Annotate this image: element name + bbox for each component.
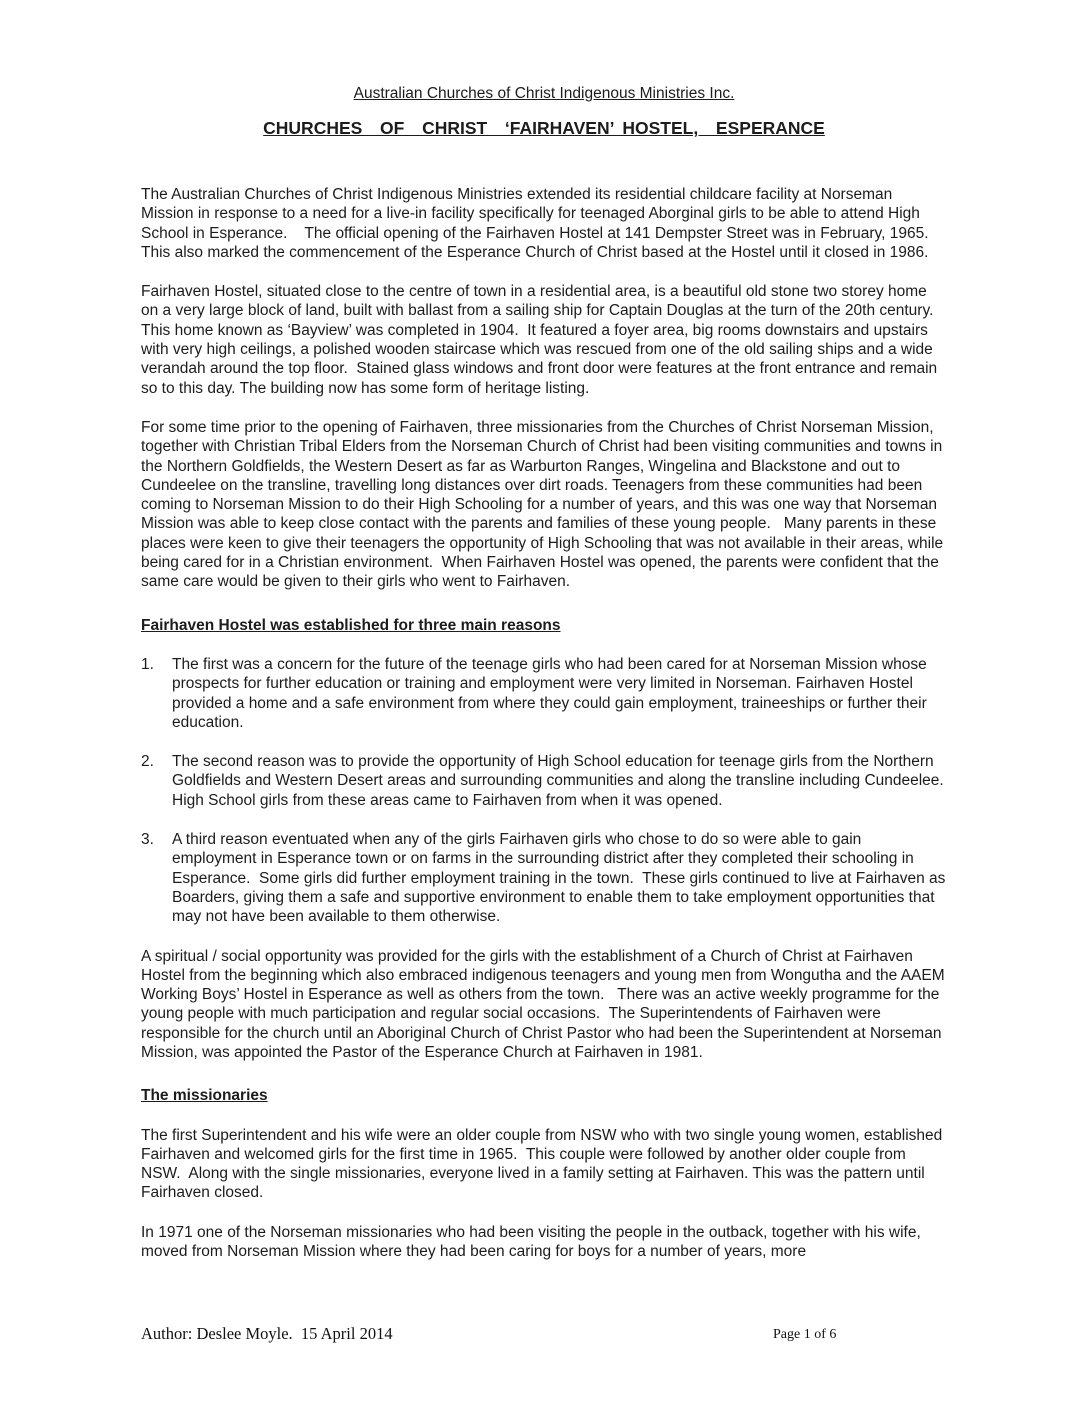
paragraph-1971-missionary: In 1971 one of the Norseman missionaries who had been visiting the people in the outback, together with his wife, moved from Norseman Mission where they had been caring for boys for a number of years, more — [141, 1223, 926, 1261]
list-item-number: 3. — [141, 831, 154, 849]
reasons-list — [141, 655, 950, 927]
list-item-reason-1 — [141, 655, 947, 732]
list-item-text: The first was a concern for the future of the teenage girls who had been cared for at Norseman Mission whose prospects for further education or training and employment were very limited in Norseman. Fairhaven Hostel provided a home and a safe environment from where they could gain employment, traineeships or further their education. — [172, 655, 932, 731]
page-footer — [0, 1324, 1088, 1354]
document-content — [141, 84, 950, 1281]
paragraph-intro: The Australian Churches of Christ Indigenous Ministries extended its residential childcare facility at Norseman Mission in response to a need for a live-in facility specifically for teenaged Aborginal girls to be able to attend High School in Esperance. The official opening of the Fairhaven Hostel at 141 Dempster Street was in February, 1965. This also marked the commencement of the Esperance Church of Christ based at the Hostel until it closed in 1986. — [141, 186, 937, 261]
section-heading-reasons: Fairhaven Hostel was established for three main reasons — [141, 616, 561, 634]
section-heading-missionaries: The missionaries — [141, 1087, 268, 1105]
footer-page-number: Page 1 of 6 — [773, 1327, 837, 1342]
list-item-reason-3 — [141, 830, 950, 926]
list-item-text: A third reason eventuated when any of the girls Fairhaven girls who chose to do so were able to gain employment in Esperance town or on farms in the surrounding district after they completed their schooling in Esperance. Some girls did further employment training in the town. These girls continued to live at Fairhaven as Boarders, giving them a safe and supportive environment to enable them to take employment opportunities that may not have been available to them otherwise. — [172, 831, 950, 926]
list-item-reason-2 — [141, 752, 947, 810]
document-title: CHURCHES OF CHRIST ‘FAIRHAVEN’ HOSTEL, ESPERANCE — [263, 118, 825, 138]
paragraph-first-superintendent: The first Superintendent and his wife were an older couple from NSW who with two single young women, established Fairhaven and welcomed girls for the first time in 1965. This couple were followed by another older couple from NSW. Along with the single missionaries, everyone lived in a family setting at Fairhaven. This was the pattern until Fairhaven closed. — [141, 1126, 947, 1202]
list-item-number: 1. — [141, 655, 154, 673]
list-item-number: 2. — [141, 753, 154, 771]
document-subtitle: Australian Churches of Christ Indigenous Ministries Inc. — [353, 85, 735, 102]
paragraph-spiritual-social: A spiritual / social opportunity was provided for the girls with the establishment of a Church of Christ at Fairhaven Hostel from the beginning which also embraced indigenous teenagers and young men from Wongutha and the AAEM Working Boys’ Hostel in Esperance as well as others from the town. There was an active weekly programme for the young people with much participation and regular social occasions. The Superintendents of Fairhaven were responsible for the church until an Aboriginal Church of Christ Pastor who had been the Superintendent at Norseman Mission, was appointed the Pastor of the Esperance Church at Fairhaven in 1981. — [141, 947, 949, 1061]
list-item-text: The second reason was to provide the opportunity of High School education for teenage girls from the Northern Goldfields and Western Desert areas and surrounding communities and along the transline including Cundeelee. High School girls from these areas came to Fairhaven from when it was opened. — [172, 753, 949, 809]
footer-author-line: Author: Deslee Moyle. 15 April 2014 — [141, 1324, 393, 1343]
paragraph-missionary-visits: For some time prior to the opening of Fairhaven, three missionaries from the Churches of Christ Norseman Mission, together with Christian Tribal Elders from the Norseman Church of Christ had been visiting communities and towns in the Northern Goldfields, the Western Desert as far as Warburton Ranges, Wingelina and Blackstone and out to Cundeelee on the transline, travelling long distances over dirt roads. Teenagers from these communities had been coming to Norseman Mission to do their High Schooling for a number of years, and this was one way that Norseman Mission was able to keep close contact with the parents and families of these young people. Many parents in these places were keen to give their teenagers the opportunity of High Schooling that was not available in their areas, while being cared for in a Christian environment. When Fairhaven Hostel was opened, the parents were confident that the same care would be given to their girls who went to Fairhaven. — [141, 418, 948, 591]
paragraph-building-description: Fairhaven Hostel, situated close to the centre of town in a residential area, is a beautiful old stone two storey home on a very large block of land, built with ballast from a sailing ship for Captain Douglas at the turn of the 20th century. This home known as ‘Bayview’ was completed in 1904. It featured a foyer area, big rooms downstairs and upstairs with very high ceilings, a polished wooden staircase which was rescued from one of the old sailing ships and a wide verandah around the top floor. Stained glass windows and front door were features at the front entrance and remain so to this day. The building now has some form of heritage listing. — [141, 283, 942, 397]
